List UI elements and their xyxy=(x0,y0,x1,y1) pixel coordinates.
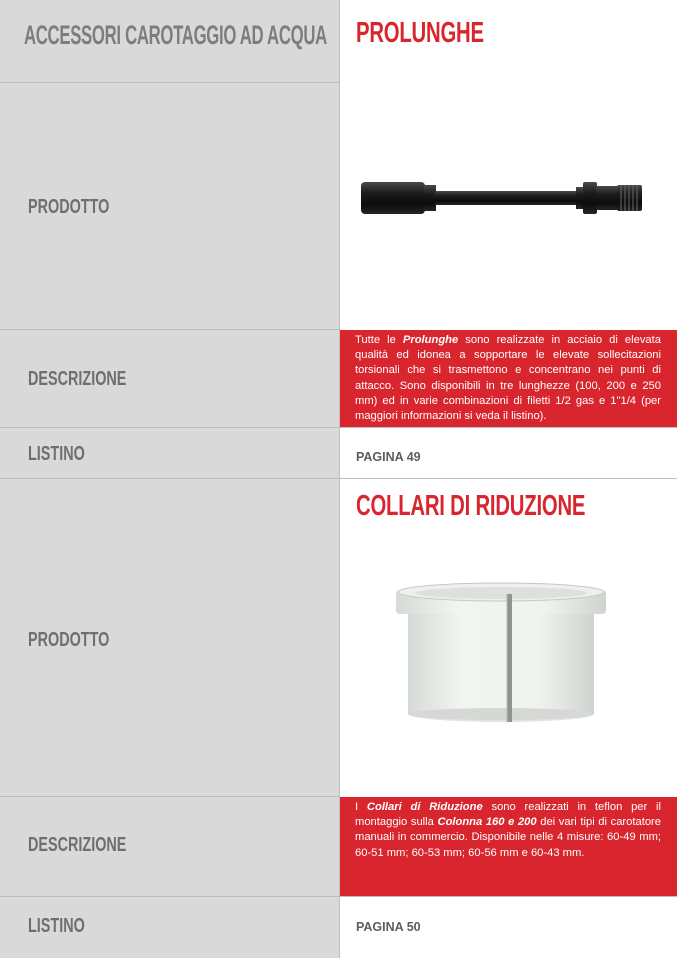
divider-description-1 xyxy=(0,427,677,428)
divider-product-1 xyxy=(0,329,339,330)
divider-header xyxy=(0,82,339,83)
divider-product-2 xyxy=(0,796,339,797)
section-title-collari: COLLARI DI RIDUZIONE xyxy=(356,490,586,522)
label-price-list-1: LISTINO xyxy=(28,443,85,465)
description-prolunghe: Tutte le Prolunghe sono realizzate in acciaio di elevata qualità ed idonea a sopportare le elevate sollecitazioni torsionali che si trasmettono e concentrano nei punti di attacco. Sono disponibili in tre lunghezze (100, 200 e 250 mm) ed in varie combinazioni di filetti 1/2 gas e 1"1/4 (per maggiori informazioni si veda il listino). xyxy=(340,330,677,427)
description-collari: I Collari di Riduzione sono realizzati in teflon per il montaggio sulla Colonna 160 e 200 dei vari tipi di carotatore manuali in commercio. Disponibile nelle 4 misure: 60-49 mm; 60-51 mm; 60-53 mm; 60-56 mm e 60-43 mm. xyxy=(340,797,677,896)
label-price-list-2: LISTINO xyxy=(28,915,85,937)
page-title: ACCESSORI CAROTAGGIO AD ACQUA xyxy=(24,20,327,50)
page-ref-collari[interactable]: PAGINA 50 xyxy=(356,920,421,934)
label-description-1: DESCRIZIONE xyxy=(28,368,127,390)
page-ref-prolunghe[interactable]: PAGINA 49 xyxy=(356,450,421,464)
reduction-collar-image xyxy=(390,580,612,728)
label-product-1: PRODOTTO xyxy=(28,196,110,218)
section-title-prolunghe: PROLUNGHE xyxy=(356,17,484,49)
extension-rod-image xyxy=(358,176,650,224)
label-product-2: PRODOTTO xyxy=(28,629,110,651)
divider-description-2 xyxy=(0,896,677,897)
label-description-2: DESCRIZIONE xyxy=(28,834,127,856)
divider-section xyxy=(0,478,677,479)
